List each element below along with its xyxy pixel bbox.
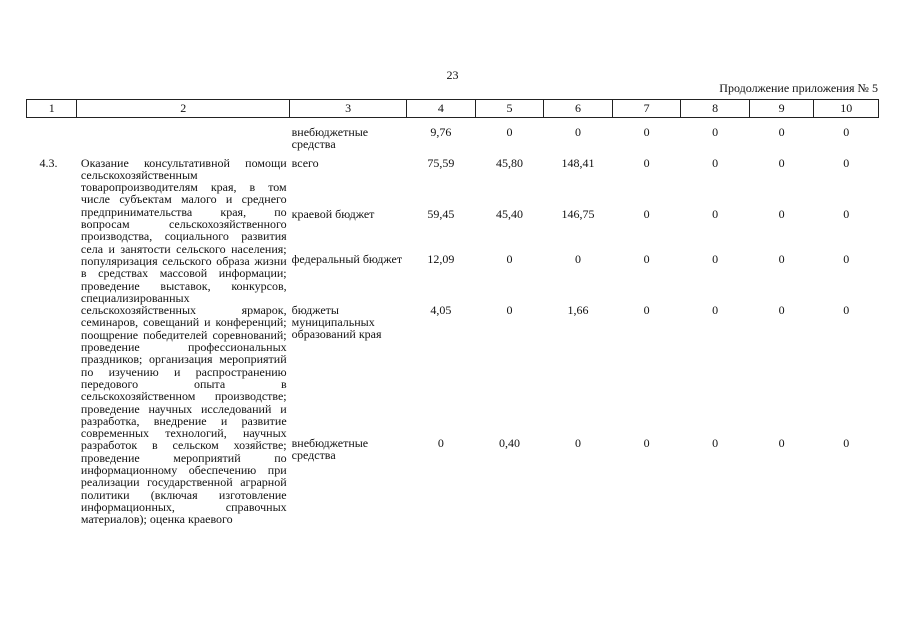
- value-cell: 0: [712, 125, 719, 139]
- header-cell: 9: [749, 100, 814, 118]
- program-table: [26, 99, 879, 526]
- value-cell: 0: [778, 155, 785, 170]
- value-cell: 0: [843, 206, 850, 221]
- value-cell: 0: [712, 206, 719, 221]
- header-cell: 6: [544, 100, 613, 118]
- row-description: [77, 118, 290, 151]
- description-text: Оказание консультативной помощи сельскохозяйственным товаропроизводителям края, в том числе субъектам малого и среднего предпринимательства края, по вопросам сельскохозяйственного производства, социального развития села и занятости сельского населения; популяризация сельского образа жизни в средствах массовой информации; проведение выставок, конкурсов, специализированных сельскохозяйственных ярмарок, семинаров, совещаний и конференций; поощрение победителей соревнований; проведение профессиональных праздников; организация мероприятий по изучению и распространению передового опыта в сельскохозяйственном производстве; проведение научных исследований и разработка, внедрение и развитие современных технологий, научных разработок в сельском хозяйстве; проведение мероприятий по информационному обеспечению при реализации государственной аграрной политики (включая изготовление информационных, справочных материалов); оценка краевого: [80, 155, 287, 527]
- funding-source: внебюджетные средства: [291, 125, 369, 152]
- value-cell: 0: [643, 155, 650, 170]
- header-cell: 5: [475, 100, 544, 118]
- value-cell: 0: [843, 252, 850, 267]
- value-cell: 0: [643, 302, 650, 317]
- header-row: [27, 100, 879, 118]
- value-cell: 75,59: [427, 155, 455, 170]
- value-cell: 0: [506, 302, 513, 317]
- value-cell: 0: [843, 435, 850, 450]
- header-cell: 4: [407, 100, 476, 118]
- funding-source: федеральный бюджет: [291, 252, 403, 267]
- value-cell: 0: [712, 252, 719, 267]
- header-cell: 1: [27, 100, 77, 118]
- value-cell: 0: [843, 155, 850, 170]
- value-cell: 1,66: [567, 302, 589, 317]
- value-cell: 0: [712, 435, 719, 450]
- page-number: 23: [446, 68, 459, 82]
- value-cell: 0: [778, 435, 785, 450]
- value-cell: 0,40: [498, 435, 520, 450]
- table-row: [27, 118, 879, 151]
- value-cell: 0: [712, 155, 719, 170]
- value-cell: 0: [643, 252, 650, 267]
- value-cell: 0: [575, 252, 581, 267]
- row-number: [27, 118, 77, 151]
- value-cell: 0: [843, 125, 850, 139]
- value-cell: 4,05: [430, 302, 452, 317]
- value-cell: 9,76: [430, 125, 452, 139]
- value-cell: 45,80: [495, 155, 523, 170]
- funding-source: всего: [291, 155, 319, 170]
- value-cell: 0: [643, 206, 650, 221]
- value-cell: 146,75: [561, 206, 595, 221]
- value-cell: 148,41: [561, 155, 595, 170]
- funding-source: внебюджетные средства: [291, 435, 369, 463]
- value-cell: 45,40: [495, 206, 523, 221]
- value-cell: 0: [778, 302, 785, 317]
- value-cell: 0: [643, 435, 650, 450]
- funding-source: краевой бюджет: [291, 206, 375, 221]
- value-cell: 0: [437, 435, 444, 450]
- value-cell: 0: [712, 302, 719, 317]
- value-cell: 0: [575, 125, 581, 139]
- header-cell: 8: [681, 100, 750, 118]
- row-number: 4.3.: [39, 155, 58, 170]
- header-cell: 10: [814, 100, 879, 118]
- header-cell: 7: [612, 100, 681, 118]
- header-cell: 3: [290, 100, 407, 118]
- value-cell: 0: [778, 125, 785, 139]
- value-cell: 0: [843, 302, 850, 317]
- value-cell: 0: [643, 125, 650, 139]
- value-cell: 59,45: [427, 206, 455, 221]
- table-row: [27, 151, 879, 205]
- value-cell: 0: [506, 252, 513, 267]
- continuation-note: Продолжение приложения № 5: [719, 81, 878, 95]
- row-description: [77, 151, 290, 526]
- header-cell: 2: [77, 100, 290, 118]
- value-cell: 12,09: [427, 252, 455, 267]
- value-cell: 0: [778, 206, 785, 221]
- value-cell: 0: [506, 125, 513, 139]
- funding-source: бюджеты муниципальных образований края: [291, 302, 382, 342]
- value-cell: 0: [778, 252, 785, 267]
- value-cell: 0: [575, 435, 581, 450]
